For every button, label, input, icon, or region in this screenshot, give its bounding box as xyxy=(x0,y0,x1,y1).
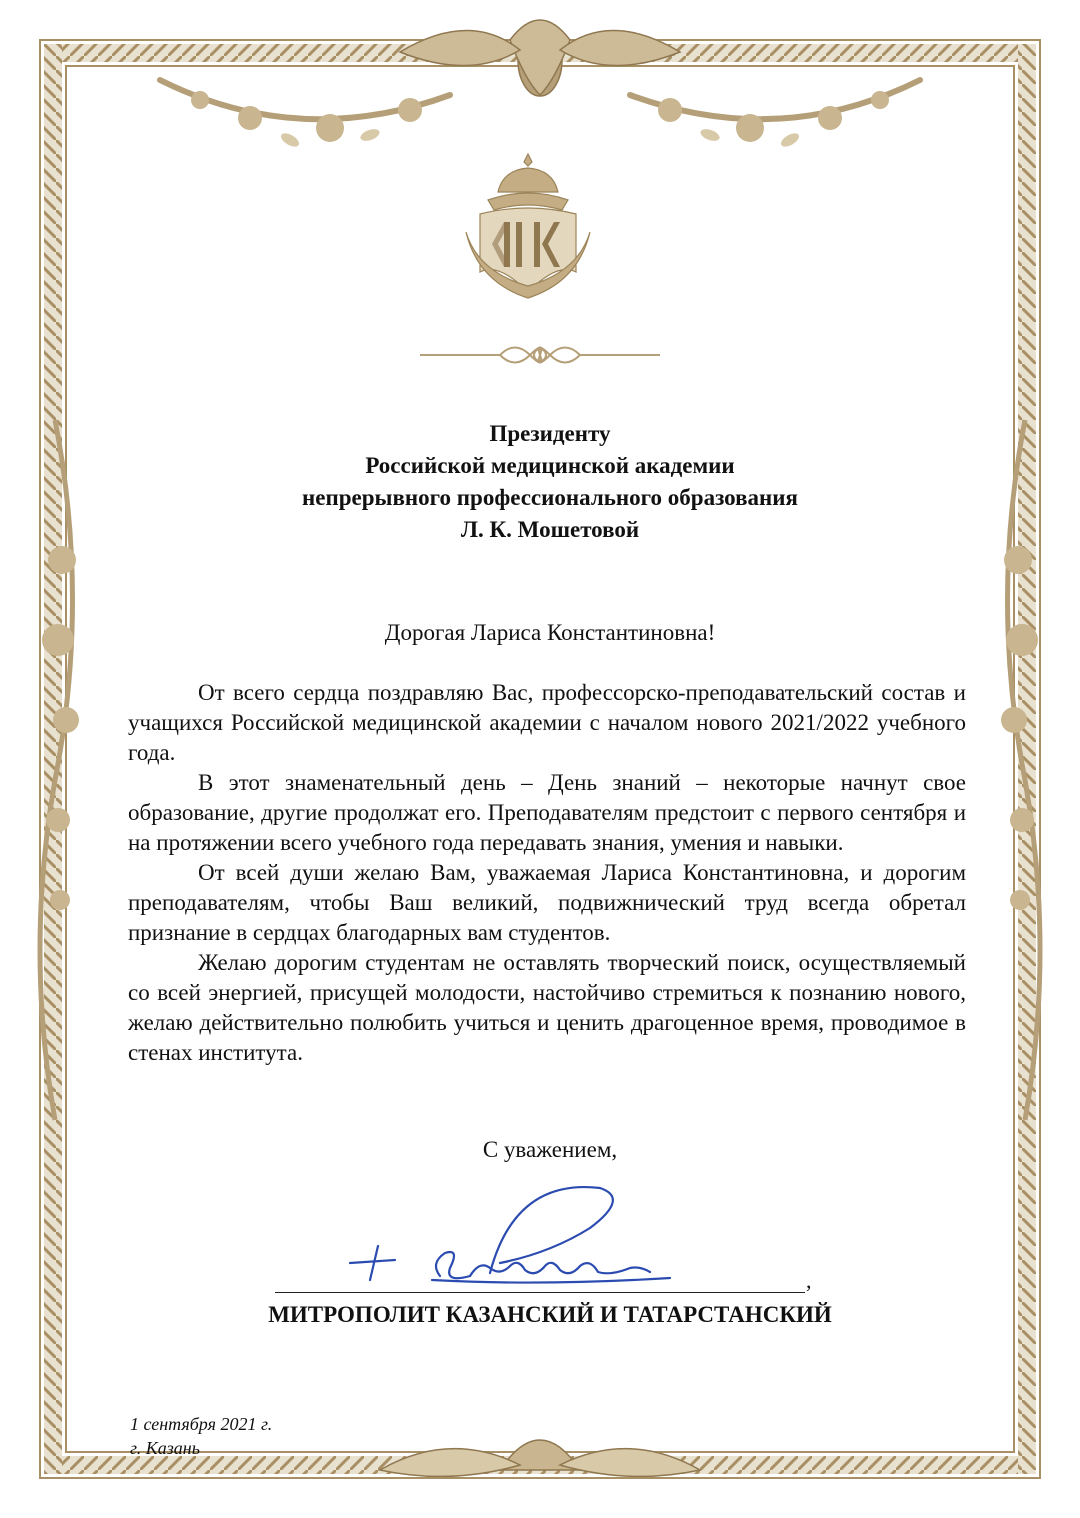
handwritten-signature xyxy=(340,1168,720,1293)
signatory-title: МИТРОПОЛИТ КАЗАНСКИЙ И ТАТАРСТАНСКИЙ xyxy=(268,1302,832,1327)
letter-date: 1 сентября 2021 г. xyxy=(130,1414,273,1434)
letter-body xyxy=(128,678,966,1068)
signature-line xyxy=(275,1292,805,1293)
paragraph: От всей души желаю Вам, уважаемая Лариса Константиновна, и дорогим преподавателям, чтобы Ваш великий, подвижнический труд всегда обретал признание в сердцах благодарных вам студентов. xyxy=(128,860,966,945)
paragraph: В этот знаменательный день – День знаний – некоторые начнут свое образование, другие продолжат его. Преподавателям предстоит с первого сентября и на протяжении всего учебного года передавать знания, умения и навыки. xyxy=(128,770,966,855)
letter-place: г. Казань xyxy=(130,1438,200,1458)
addressee-line: Л. К. Мошетовой xyxy=(460,517,640,542)
paragraph: Желаю дорогим студентам не оставлять творческий поиск, осуществляемый со всей энергией, присущей молодости, настойчиво стремиться к познанию нового, желаю действительно полюбить учиться и ценить драгоценное время, проводимое в стенах института. xyxy=(128,950,966,1065)
addressee-block xyxy=(150,418,950,546)
closing: С уважением, xyxy=(482,1137,618,1162)
addressee-line: Российской медицинской академии xyxy=(365,453,735,478)
crown-monogram-emblem-icon xyxy=(458,152,598,300)
salutation: Дорогая Лариса Константиновна! xyxy=(384,620,716,645)
addressee-line: непрерывного профессионального образования xyxy=(302,485,798,510)
signature-comma: , xyxy=(806,1268,812,1293)
date-place-block xyxy=(130,1412,272,1460)
ornamental-divider-icon xyxy=(420,335,660,375)
addressee-line: Президенту xyxy=(489,421,611,446)
paragraph: От всего сердца поздравляю Вас, профессорско-преподавательский состав и учащихся Российской медицинской академии с началом нового 2021/2022 учебного года. xyxy=(128,680,966,765)
